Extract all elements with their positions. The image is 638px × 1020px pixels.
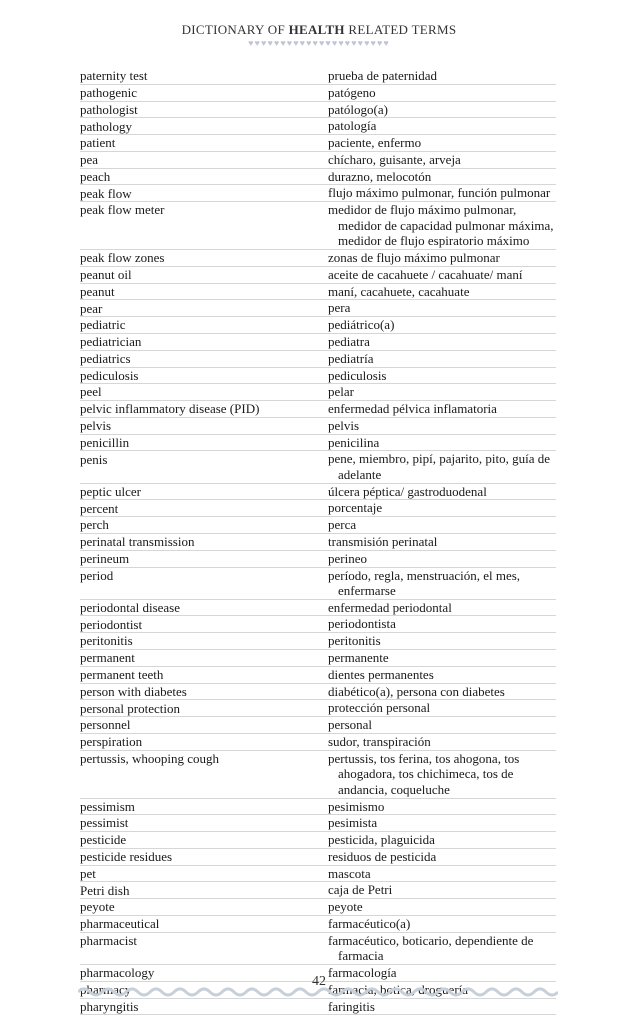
glossary-row bbox=[80, 118, 556, 135]
glossary-row bbox=[80, 717, 556, 734]
spanish-translation bbox=[328, 435, 556, 451]
glossary-row bbox=[80, 684, 556, 701]
english-term: permanent teeth bbox=[80, 667, 164, 682]
glossary-row bbox=[80, 616, 556, 633]
english-term: periodontal disease bbox=[80, 599, 180, 615]
glossary-row bbox=[80, 650, 556, 667]
spanish-translation bbox=[328, 351, 556, 367]
translation-line: pediatría bbox=[328, 350, 374, 366]
translation-line: perineo bbox=[328, 550, 367, 566]
english-term: peanut bbox=[80, 283, 115, 299]
translation-line: chícharo, guisante, arveja bbox=[328, 151, 461, 167]
spanish-translation bbox=[328, 317, 556, 333]
glossary-row bbox=[80, 484, 556, 501]
translation-line: período, regla, menstruación, el mes, bbox=[328, 567, 521, 583]
glossary-row bbox=[80, 435, 556, 452]
english-term: personnel bbox=[80, 717, 131, 733]
english-term: person with diabetes bbox=[80, 683, 187, 699]
english-term: pediculosis bbox=[80, 367, 139, 383]
translation-line: pesticida, plaguicida bbox=[328, 832, 435, 848]
glossary-row bbox=[80, 815, 556, 832]
english-term: pharmacy bbox=[80, 981, 132, 997]
header-post: RELATED TERMS bbox=[344, 22, 457, 37]
spanish-translation bbox=[328, 866, 556, 882]
translation-line: aceite de cacahuete / cacahuate/ maní bbox=[328, 266, 523, 282]
spanish-translation bbox=[328, 551, 556, 567]
glossary-row bbox=[80, 418, 556, 435]
translation-line: ahogadora, tos chichimeca, tos de bbox=[338, 766, 514, 782]
glossary-row bbox=[80, 799, 556, 816]
running-header bbox=[0, 22, 638, 38]
english-term: pessimism bbox=[80, 798, 135, 814]
translation-line: pera bbox=[328, 300, 351, 316]
translation-line: faringitis bbox=[328, 998, 375, 1014]
spanish-translation bbox=[328, 284, 556, 300]
spanish-translation bbox=[328, 799, 556, 815]
spanish-translation bbox=[328, 916, 556, 932]
english-term: penicillin bbox=[80, 434, 130, 450]
spanish-translation bbox=[328, 368, 556, 384]
spanish-translation bbox=[328, 700, 556, 716]
translation-line: pediátrico(a) bbox=[328, 317, 395, 333]
glossary-row bbox=[80, 384, 556, 401]
glossary-row bbox=[80, 551, 556, 568]
english-term: peptic ulcer bbox=[80, 483, 141, 499]
translation-line: flujo máximo pulmonar, función pulmonar bbox=[328, 185, 551, 201]
glossary-row bbox=[80, 667, 556, 684]
translation-line: sudor, transpiración bbox=[328, 733, 431, 749]
glossary-row bbox=[80, 68, 556, 85]
glossary-row bbox=[80, 334, 556, 351]
translation-line: dientes permanentes bbox=[328, 666, 434, 682]
spanish-translation bbox=[328, 815, 556, 831]
translation-line: pediatra bbox=[328, 333, 370, 349]
english-term: pharyngitis bbox=[80, 998, 139, 1014]
english-term: pea bbox=[80, 152, 99, 168]
glossary-row bbox=[80, 633, 556, 650]
english-term: pesticide bbox=[80, 832, 127, 848]
english-term: pelvis bbox=[80, 418, 112, 434]
english-term: pelvic inflammatory disease (PID) bbox=[80, 401, 260, 417]
glossary-row bbox=[80, 734, 556, 751]
spanish-translation bbox=[328, 999, 556, 1015]
glossary-row bbox=[80, 351, 556, 368]
translation-line: maní, cacahuete, cacahuate bbox=[328, 283, 470, 299]
glossary-row bbox=[80, 368, 556, 385]
translation-line: pene, miembro, pipí, pajarito, pito, guía de bbox=[328, 451, 551, 467]
spanish-translation bbox=[328, 899, 556, 915]
english-term: perspiration bbox=[80, 734, 143, 750]
english-term: pharmacist bbox=[80, 932, 138, 948]
heart-ornament-icon: ♥♥♥♥♥♥♥♥♥♥♥♥♥♥♥♥♥♥♥♥♥♥ bbox=[248, 38, 390, 48]
spanish-translation bbox=[328, 933, 556, 964]
english-term: pear bbox=[80, 300, 103, 316]
spanish-translation bbox=[328, 267, 556, 283]
translation-line: farmacia bbox=[338, 948, 384, 964]
english-term: period bbox=[80, 567, 114, 583]
glossary-row bbox=[80, 102, 556, 119]
translation-line: andancia, coqueluche bbox=[338, 781, 450, 797]
spanish-translation bbox=[328, 568, 556, 599]
glossary-row bbox=[80, 85, 556, 102]
translation-line: personal bbox=[328, 717, 373, 733]
english-term: patient bbox=[80, 135, 116, 151]
translation-line: patólogo(a) bbox=[328, 101, 388, 117]
spanish-translation bbox=[328, 684, 556, 700]
translation-line: transmisión perinatal bbox=[328, 533, 438, 549]
translation-line: penicilina bbox=[328, 434, 380, 450]
translation-line: pediculosis bbox=[328, 367, 387, 383]
glossary-row bbox=[80, 700, 556, 717]
spanish-translation bbox=[328, 300, 556, 316]
english-term: personal protection bbox=[80, 700, 180, 716]
spanish-translation bbox=[328, 616, 556, 632]
spanish-translation bbox=[328, 451, 556, 482]
spanish-translation bbox=[328, 384, 556, 400]
page-number: 42 bbox=[312, 974, 326, 989]
spanish-translation bbox=[328, 667, 556, 683]
translation-line: medidor de flujo máximo pulmonar, bbox=[328, 202, 517, 218]
spanish-translation bbox=[328, 717, 556, 733]
english-term: pesticide residues bbox=[80, 849, 173, 865]
decorative-wave-border bbox=[78, 986, 558, 998]
english-term: peritonitis bbox=[80, 633, 133, 649]
glossary-row bbox=[80, 933, 556, 965]
translation-line: pertussis, tos ferina, tos ahogona, tos bbox=[328, 750, 520, 766]
spanish-translation bbox=[328, 118, 556, 134]
spanish-translation bbox=[328, 202, 556, 249]
glossary-row bbox=[80, 600, 556, 617]
glossary-row bbox=[80, 451, 556, 483]
spanish-translation bbox=[328, 102, 556, 118]
spanish-translation bbox=[328, 600, 556, 616]
translation-line: adelante bbox=[338, 467, 382, 482]
glossary-row bbox=[80, 899, 556, 916]
spanish-translation bbox=[328, 633, 556, 649]
spanish-translation bbox=[328, 250, 556, 266]
glossary-row bbox=[80, 152, 556, 169]
translation-line: protección personal bbox=[328, 700, 431, 716]
glossary-row bbox=[80, 267, 556, 284]
translation-line: enfermedad periodontal bbox=[328, 599, 452, 615]
translation-line: patógeno bbox=[328, 84, 376, 100]
translation-line: durazno, melocotón bbox=[328, 168, 432, 184]
translation-line: residuos de pesticida bbox=[328, 848, 437, 864]
english-term: peyote bbox=[80, 899, 115, 915]
translation-line: prueba de paternidad bbox=[328, 68, 438, 83]
translation-line: farmacología bbox=[328, 964, 397, 980]
english-term: perinatal transmission bbox=[80, 534, 195, 550]
translation-line: zonas de flujo máximo pulmonar bbox=[328, 250, 500, 266]
spanish-translation bbox=[328, 650, 556, 666]
translation-line: pelar bbox=[328, 384, 354, 400]
header-pre: DICTIONARY OF bbox=[181, 22, 289, 37]
spanish-translation bbox=[328, 85, 556, 101]
translation-line: farmacia, botica, droguería bbox=[328, 981, 469, 997]
glossary-row bbox=[80, 500, 556, 517]
spanish-translation bbox=[328, 418, 556, 434]
spanish-translation bbox=[328, 849, 556, 865]
glossary-row bbox=[80, 882, 556, 899]
translation-line: pesimismo bbox=[328, 798, 385, 814]
english-term: pet bbox=[80, 865, 96, 881]
english-term: pessimist bbox=[80, 815, 129, 831]
translation-line: perca bbox=[328, 517, 357, 533]
english-term: pediatrics bbox=[80, 350, 131, 366]
english-term: pertussis, whooping cough bbox=[80, 750, 220, 766]
english-term: pathology bbox=[80, 118, 132, 134]
glossary-row bbox=[80, 832, 556, 849]
glossary-row bbox=[80, 534, 556, 551]
glossary-row bbox=[80, 568, 556, 600]
spanish-translation bbox=[328, 334, 556, 350]
english-term: Petri dish bbox=[80, 882, 130, 898]
translation-line: farmacéutico(a) bbox=[328, 915, 411, 931]
glossary-row bbox=[80, 284, 556, 301]
english-term: pediatrician bbox=[80, 334, 142, 350]
glossary-list bbox=[80, 68, 556, 1015]
glossary-row bbox=[80, 135, 556, 152]
english-term: pathologist bbox=[80, 101, 138, 117]
english-term: penis bbox=[80, 451, 108, 467]
spanish-translation bbox=[328, 401, 556, 417]
glossary-row bbox=[80, 202, 556, 250]
english-term: peach bbox=[80, 168, 111, 184]
translation-line: enfermarse bbox=[338, 583, 396, 599]
translation-line: porcentaje bbox=[328, 500, 383, 516]
translation-line: periodontista bbox=[328, 616, 396, 632]
spanish-translation bbox=[328, 534, 556, 550]
spanish-translation bbox=[328, 734, 556, 750]
spanish-translation bbox=[328, 500, 556, 516]
translation-line: paciente, enfermo bbox=[328, 135, 422, 151]
spanish-translation bbox=[328, 517, 556, 533]
translation-line: pelvis bbox=[328, 417, 360, 433]
translation-line: úlcera péptica/ gastroduodenal bbox=[328, 483, 487, 499]
spanish-translation bbox=[328, 152, 556, 168]
english-term: percent bbox=[80, 500, 119, 516]
english-term: pharmacology bbox=[80, 965, 155, 981]
english-term: pharmaceutical bbox=[80, 916, 160, 932]
translation-line: peyote bbox=[328, 899, 363, 915]
translation-line: permanente bbox=[328, 650, 389, 666]
spanish-translation bbox=[328, 484, 556, 500]
glossary-row bbox=[80, 866, 556, 883]
english-term: periodontist bbox=[80, 616, 143, 632]
glossary-row bbox=[80, 250, 556, 267]
glossary-row bbox=[80, 300, 556, 317]
translation-line: caja de Petri bbox=[328, 882, 393, 898]
glossary-row bbox=[80, 401, 556, 418]
glossary-row bbox=[80, 517, 556, 534]
translation-line: patología bbox=[328, 118, 377, 134]
english-term: pediatric bbox=[80, 317, 126, 333]
english-term: peak flow zones bbox=[80, 250, 165, 266]
english-term: permanent bbox=[80, 650, 135, 666]
header-bold: HEALTH bbox=[288, 22, 345, 37]
english-term: perch bbox=[80, 517, 109, 533]
english-term: paternity test bbox=[80, 68, 148, 84]
english-term: perineum bbox=[80, 550, 130, 566]
glossary-row bbox=[80, 751, 556, 799]
spanish-translation bbox=[328, 169, 556, 185]
glossary-row bbox=[80, 999, 556, 1016]
translation-line: enfermedad pélvica inflamatoria bbox=[328, 401, 497, 417]
spanish-translation bbox=[328, 135, 556, 151]
translation-line: medidor de flujo espiratorio máximo bbox=[338, 233, 530, 249]
glossary-row bbox=[80, 849, 556, 866]
translation-line: farmacéutico, boticario, dependiente de bbox=[328, 932, 534, 948]
translation-line: peritonitis bbox=[328, 633, 381, 649]
glossary-row bbox=[80, 185, 556, 202]
english-term: peel bbox=[80, 384, 102, 400]
spanish-translation bbox=[328, 751, 556, 798]
translation-line: diabético(a), persona con diabetes bbox=[328, 683, 505, 699]
glossary-row bbox=[80, 317, 556, 334]
english-term: peak flow meter bbox=[80, 202, 165, 218]
english-term: pathogenic bbox=[80, 84, 138, 100]
english-term: peak flow bbox=[80, 185, 132, 201]
english-term: peanut oil bbox=[80, 267, 132, 282]
spanish-translation bbox=[328, 882, 556, 898]
glossary-row bbox=[80, 169, 556, 186]
glossary-row bbox=[80, 916, 556, 933]
spanish-translation bbox=[328, 185, 556, 201]
translation-line: medidor de capacidad pulmonar máxima, bbox=[338, 217, 554, 233]
translation-line: pesimista bbox=[328, 815, 378, 831]
spanish-translation bbox=[328, 68, 556, 84]
translation-line: mascota bbox=[328, 865, 371, 881]
spanish-translation bbox=[328, 832, 556, 848]
